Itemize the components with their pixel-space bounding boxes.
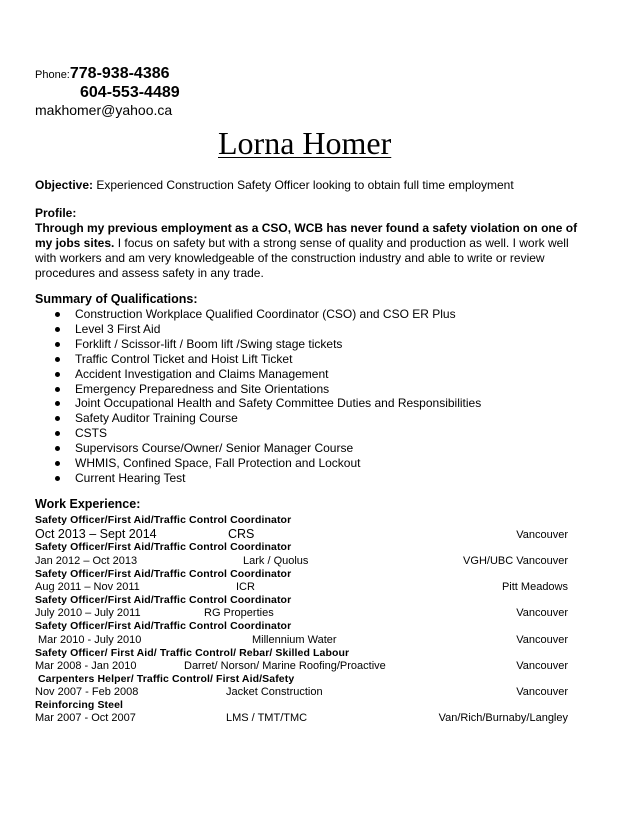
job-location: Vancouver xyxy=(516,660,568,672)
job-role: Safety Officer/First Aid/Traffic Control Coordinator xyxy=(35,514,292,526)
profile-bold-line-1: Through my previous employment as a CSO, WCB has never found a safety violation on one of xyxy=(35,221,578,235)
qualification-item: CSTS xyxy=(52,426,481,441)
qualifications-heading: Summary of Qualifications: xyxy=(35,292,198,306)
qualification-item: Construction Workplace Qualified Coordinator (CSO) and CSO ER Plus xyxy=(52,307,481,322)
job-company: CRS xyxy=(228,527,255,541)
job-role: Safety Officer/First Aid/Traffic Control Coordinator xyxy=(35,541,292,553)
job-role: Safety Officer/First Aid/Traffic Control Coordinator xyxy=(35,594,292,606)
job-role: Safety Officer/ First Aid/ Traffic Control/ Rebar/ Skilled Labour xyxy=(35,647,350,659)
job-location: Vancouver xyxy=(516,634,568,646)
job-dates: Mar 2010 - July 2010 xyxy=(38,634,142,646)
job-company: RG Properties xyxy=(204,607,274,619)
qualification-item: Traffic Control Ticket and Hoist Lift Ticket xyxy=(52,352,481,367)
objective-text: Experienced Construction Safety Officer looking to obtain full time employment xyxy=(93,178,514,192)
job-company: ICR xyxy=(236,581,255,593)
profile-line-2 xyxy=(35,236,569,251)
email-address: makhomer@yahoo.ca xyxy=(35,102,173,118)
job-role: Safety Officer/First Aid/Traffic Control Coordinator xyxy=(35,620,292,632)
phone-line xyxy=(35,65,170,83)
objective-line xyxy=(35,178,514,193)
job-location: Pitt Meadows xyxy=(501,581,568,593)
qualification-item: Accident Investigation and Claims Management xyxy=(52,367,481,382)
profile-line-3: with workers and am very knowledgeable of the construction industry and able to write or review xyxy=(35,251,545,265)
job-role: Reinforcing Steel xyxy=(35,699,124,711)
job-company: LMS / TMT/TMC xyxy=(226,712,308,724)
job-role: Safety Officer/First Aid/Traffic Control Coordinator xyxy=(35,568,292,580)
experience-heading: Work Experience: xyxy=(35,497,141,511)
job-dates: Mar 2008 - Jan 2010 xyxy=(35,660,137,672)
qualifications-list xyxy=(52,307,481,486)
job-dates: Aug 2011 – Nov 2011 xyxy=(35,581,140,593)
job-company: Darret/ Norson/ Marine Roofing/Proactive xyxy=(184,660,386,672)
qualification-item: WHMIS, Confined Space, Fall Protection and Lockout xyxy=(52,456,481,471)
profile-heading: Profile: xyxy=(35,206,77,220)
qualification-item: Level 3 First Aid xyxy=(52,322,481,337)
profile-bold-line-2: my jobs sites. xyxy=(35,236,115,250)
qualification-item: Joint Occupational Health and Safety Committee Duties and Responsibilities xyxy=(52,396,481,411)
job-dates: Mar 2007 - Oct 2007 xyxy=(35,712,136,724)
objective-label: Objective: xyxy=(35,178,94,192)
job-location: VGH/UBC Vancouver xyxy=(463,555,568,567)
qualification-item: Emergency Preparedness and Site Orientations xyxy=(52,382,481,397)
candidate-name: Lorna Homer xyxy=(218,125,392,161)
qualification-item: Safety Auditor Training Course xyxy=(52,411,481,426)
phone-label: Phone: xyxy=(35,69,70,81)
job-company: Jacket Construction xyxy=(226,686,323,698)
profile-line-2-rest: I focus on safety but with a strong sense of quality and production as well. I work well xyxy=(114,236,569,250)
job-dates: Nov 2007 - Feb 2008 xyxy=(35,686,139,698)
phone-number-secondary: 604-553-4489 xyxy=(80,84,180,101)
profile-line-4: procedures and assess safety in any trade. xyxy=(35,266,264,280)
qualification-item: Forklift / Scissor-lift / Boom lift /Swing stage tickets xyxy=(52,337,481,352)
job-role: Carpenters Helper/ Traffic Control/ First Aid/Safety xyxy=(38,673,295,685)
job-location: Vancouver xyxy=(516,686,568,698)
job-location: Van/Rich/Burnaby/Langley xyxy=(438,712,568,724)
job-dates: Oct 2013 – Sept 2014 xyxy=(35,527,157,541)
qualification-item: Supervisors Course/Owner/ Senior Manager Course xyxy=(52,441,481,456)
phone-number-primary: 778-938-4386 xyxy=(69,65,170,82)
job-location: Vancouver xyxy=(516,529,568,541)
job-company: Lark / Quolus xyxy=(243,555,309,567)
qualification-item: Current Hearing Test xyxy=(52,471,481,486)
job-company: Millennium Water xyxy=(252,634,337,646)
job-location: Vancouver xyxy=(516,607,568,619)
job-dates: Jan 2012 – Oct 2013 xyxy=(35,555,138,567)
job-dates: July 2010 – July 2011 xyxy=(35,607,141,619)
